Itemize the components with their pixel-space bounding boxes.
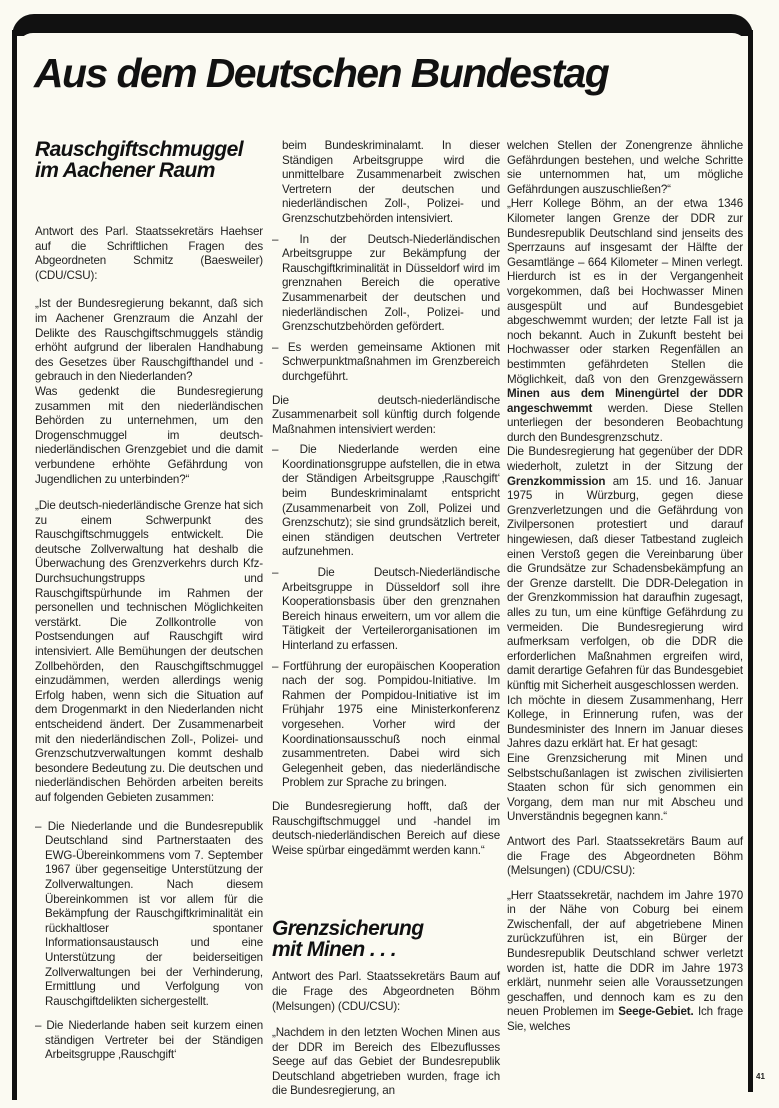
article1-future-item-1: – Die Niederlande werden eine Koordinationsgruppe aufstellen, die in etwa der Ständigen Arbeitsgruppe ‚Rauschgift‘ beim Bundeskriminalamt entspricht (Zusammenarbeit von Zoll, Polizei und Grenzschutz); sie sind grundsätzlich bereit, einen ständigen deutschen Vertreter aufzunehmen. xyxy=(272,443,500,559)
article1-heading-line1: Rauschgiftschmuggel xyxy=(35,138,243,161)
answer-1-text-a: „Herr Kollege Böhm, an der etwa 1346 Kilometer langen Grenze der DDR zur Bundesrepublik Deutschland sind jenseits des Sperrzauns auf insgesamt der Hälfte der Gesamtlänge – 664 Kilometer – Minen verlegt. Hierdurch ist es in der Vergangenheit vorgekommen, daß bei Hochwasser Minen ausgespült und auf Bundesgebiet abgeschwemmt wurden; der letzte Fall ist ja noch bekannt. Auch in Zukunft besteht bei Hochwasser oder starken Regenfällen an bestimmten gefährdeten Stellen die Möglichkeit, daß von den Grenzgewässern xyxy=(507,197,743,386)
article2-question-start: „Nachdem in den letzten Wochen Minen aus der DDR im Bereich des Elbezuflusses Seege auf das Gebiet der Bundesrepublik Deutschland abgetrieben wurden, frage ich die Bundesregierung, an xyxy=(272,1026,500,1098)
article1-current-item-2: – Die Niederlande haben seit kurzem einen ständigen Vertreter bei der Ständigen Arbeitsgruppe ‚Rauschgift‘ xyxy=(35,1019,263,1062)
article2-answer-1 xyxy=(507,197,743,445)
left-column xyxy=(35,139,263,1069)
answer-1-text-c: werden. Diese Stellen unterliegen der besonderen Beobachtung durch den Bundesgrenzschutz. xyxy=(507,401,743,444)
article1-future-item-3: – Fortführung der europäischen Kooperation nach der sog. Pompidou-Initiative. Im Rahmen der Pompidou-Initiative ist im Frühjahr 1975 eine Ministerkonferenz vorgesehen. Vorher wird der Koordinationsausschuß noch einmal zusammentreten. Dabei wird sich Gelegenheit geben, das niederländische Problem zur Sprache zu bringen. xyxy=(272,659,500,790)
article2-answer-3: Ich möchte in diesem Zusammenhang, Herr Kollege, in Erinnerung rufen, was der Bundesminister des Innern im Januar dieses Jahres dazu erklärt hat. Er hat gesagt: xyxy=(507,693,743,751)
article2-answer-2 xyxy=(507,445,743,693)
answer-2-bold: Grenzkommission xyxy=(507,474,606,488)
answer-2-text-a: Die Bundesregierung hat gegenüber der DDR wiederholt, zuletzt in der Sitzung der xyxy=(507,445,743,474)
article1-question-b: Was gedenkt die Bundesregierung zusammen mit den niederländischen Behörden zu unternehmen, um den Drogenschmuggel im deutsch-niederländischen Grenzgebiet und die damit verbundene erhöhte Gefährdung von Jugendlichen zu unterbinden?“ xyxy=(35,384,263,486)
article1-future-item-2: – Die Deutsch-Niederländische Arbeitsgruppe in Düsseldorf soll ihre Kooperationsbasis über den grenznahen Bereich hinaus erweitern, um vor allem die Tätigkeit der Verteilerorganisationen im Hinterland zu erfassen. xyxy=(272,566,500,652)
article2-question-end: welchen Stellen der Zonengrenze ähnliche Gefährdungen bestehen, und welche Schritte sie unternommen hat, um mögliche Gefährdungen auszuschließen?“ xyxy=(507,139,743,196)
page-frame-right xyxy=(748,30,753,1092)
article2-heading-line2: mit Minen . . . xyxy=(272,938,397,962)
article2-intro-2: Antwort des Parl. Staatssekretärs Baum auf die Frage des Abgeordneten Böhm (Melsungen) (CDU/CSU): xyxy=(507,834,743,878)
article1-current-item-4: – Es werden gemeinsame Aktionen mit Schwerpunktmaßnahmen im Grenzbereich durchgeführt. xyxy=(272,340,500,383)
article1-heading-line2: im Aachener Raum xyxy=(35,159,215,182)
page-frame-left xyxy=(12,30,17,1100)
article2-heading xyxy=(272,918,500,960)
answer-2-text-c: am 15. und 16. Januar 1975 in Würzburg, gegen diese Grenzverletzungen und die Gefährdung von Zivilpersonen protestiert und darauf hingewiesen, daß dieser Tatbestand zugleich einen Verstoß gegen die Vereinbarung über die Grundsätze zur Schadensbekämpfung an der Grenze darstellt. Die DDR-Delegation in der Grenzkommission hat daraufhin zugesagt, alles zu tun, um eine künftige Gefährdung zu vermeiden. Die Bundesregierung wird aufmerksam verfolgen, ob die DDR die erforderlichen Maßnahmen ergreifen wird, damit derartige Gefahren für das Bundesgebiet künftig mit Sicherheit ausgeschlossen werden. xyxy=(507,474,743,692)
page-number: 41 xyxy=(756,1072,765,1081)
middle-column xyxy=(272,139,500,1108)
question-2-text-a: „Herr Staatssekretär, nachdem im Jahre 1970 in der Nähe von Coburg bei einem Zwischenfall, der auf abgetriebene Minen zurückzuführen ist, ein Bürger der Bundesrepublik Deutschland schwer verletzt worden ist, hatte die DDR im Jahre 1973 erklärt, nunmehr seien alle Voraussetzungen geschaffen, und dennoch kam es zu den neuen Problemen im xyxy=(507,888,743,1019)
article1-current-item-2-cont: beim Bundeskriminalamt. In dieser Ständigen Arbeitsgruppe wird die unmittelbare Zusammenarbeit zwischen Vertretern der deutschen und niederländischen Zoll-, Polizei- und Grenzschutzbehörden intensiviert. xyxy=(282,139,500,225)
article2-answer-4: Eine Grenzsicherung mit Minen und Selbstschußanlagen ist zwischen zivilisierten Staaten schon für sich genommen ein Vorgang, dem man nur mit Abscheu und Unverständnis begegnen kann.“ xyxy=(507,751,743,824)
article2-heading-line1: Grenzsicherung xyxy=(272,917,424,941)
article1-answer: „Die deutsch-niederländische Grenze hat sich zu einem Schwerpunkt des Rauschgiftschmuggels entwickelt. Die deutsche Zollverwaltung hat deshalb die Überwachung des Grenzverkehrs durch Kfz-Durchsuchungstrupps und Rauschgiftspürhunde im Rahmen der personellen und technischen Möglichkeiten verstärkt. Die Zollkontrolle von Postsendungen auf Rauschgift wird intensiviert. Alle Bemühungen der deutschen Zollbehörden, den Rauschgiftschmuggel einzudämmen, werden allerdings wenig Erfolg haben, wenn sich die Situation auf dem Drogenmarkt in den Niederlanden nicht entscheidend ändert. Der Zusammenarbeit mit den niederländischen Zoll-, Polizei- und Grenzschutzverwaltungen kommt deshalb besondere Bedeutung zu. Die deutschen und niederländischen Behörden arbeiten bereits auf folgenden Gebieten zusammen: xyxy=(35,499,263,804)
article1-current-item-3: – In der Deutsch-Niederländischen Arbeitsgruppe zur Bekämpfung der Rauschgiftkriminalität in Düsseldorf wird im grenznahen Bereich die operative Zusammenarbeit der deutschen und niederländischen Zoll-, Polizei- und Grenzschutzbehörden gefördert. xyxy=(272,232,500,334)
article1-question-a: „Ist der Bundesregierung bekannt, daß sich im Aachener Grenzraum die Anzahl der Delikte des Rauschgiftschmuggels ständig erhöht aufgrund der liberalen Handhabung des Gesetzes über Rauschgifthandel und -gebrauch in den Niederlanden? xyxy=(35,297,263,384)
question-2-bold: Seege-Gebiet. xyxy=(618,1005,694,1019)
article1-closing: Die Bundesregierung hofft, daß der Rauschgiftschmuggel und -handel im deutsch-niederländischen Bereich auf diese Weise spürbar eingedämmt werden kann.“ xyxy=(272,799,500,857)
article2-intro: Antwort des Parl. Staatssekretärs Baum auf die Frage des Abgeordneten Böhm (Melsungen) (CDU/CSU): xyxy=(272,970,500,1013)
answer-1-bold: Minen aus dem Minengürtel der DDR angeschwemmt xyxy=(507,387,743,415)
article1-future-intro: Die deutsch-niederländische Zusammenarbeit soll künftig durch folgende Maßnahmen intensiviert werden: xyxy=(272,393,500,436)
article1-intro: Antwort des Parl. Staatssekretärs Haehser auf die Schriftlichen Fragen des Abgeordneten Schmitz (Baesweiler) (CDU/CSU): xyxy=(35,225,263,282)
article1-heading xyxy=(35,139,263,181)
article1-current-item-1: – Die Niederlande und die Bundesrepublik Deutschland sind Partnerstaaten des EWG-Übereinkommens vom 7. September 1967 über gegenseitige Unterstützung der Zollverwaltungen. Nach diesem Übereinkommen ist vor allem für die Bekämpfung der Rauschgiftkriminalität ein rückhaltloser spontaner Informationsaustausch und eine Unterstützung der beiderseitigen Zollverwaltungen bei der Verhinderung, Ermittlung und Verfolgung von Rauschgiftdelikten sichergestellt. xyxy=(35,819,263,1008)
article2-question-2 xyxy=(507,889,743,1035)
question-2-text-c: Ich frage Sie, welches xyxy=(507,1005,743,1034)
right-column xyxy=(507,139,743,1044)
page-title: Aus dem Deutschen Bundestag xyxy=(34,50,609,96)
